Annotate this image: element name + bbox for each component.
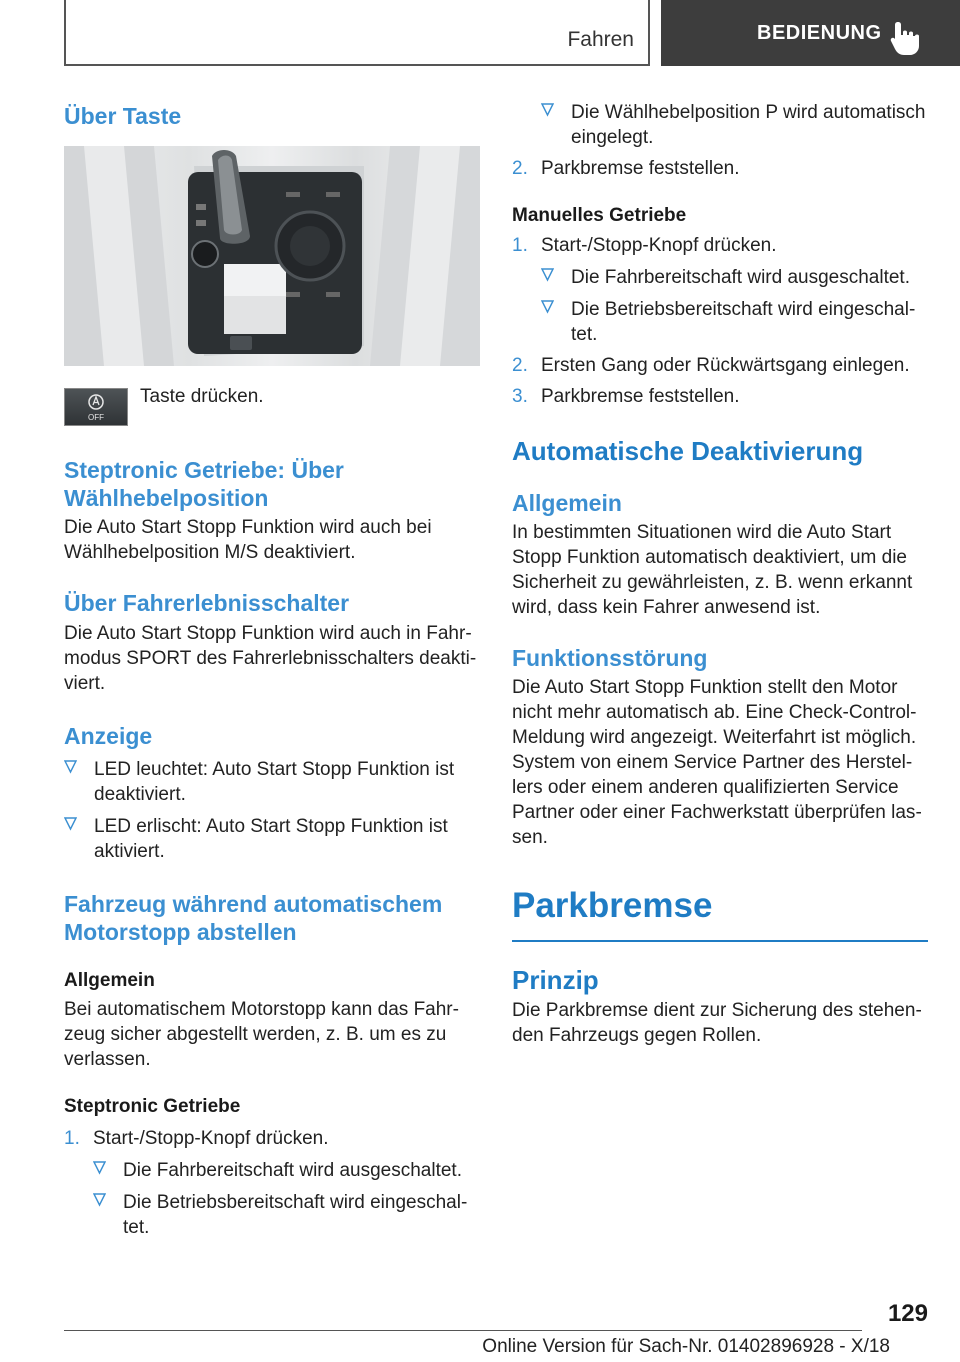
section-label: Fahren bbox=[567, 28, 634, 51]
triangle-bullet-icon bbox=[541, 103, 554, 117]
manual-substeps bbox=[541, 265, 928, 347]
list-item: 2. Parkbremse feststellen. bbox=[512, 158, 740, 179]
gear-selector-photo bbox=[64, 146, 480, 366]
triangle-bullet-icon bbox=[93, 1193, 106, 1207]
paragraph-steptronic: Die Auto Start Stopp Funktion wird auch bei Wählhebelposition M/S deaktiviert. bbox=[64, 517, 432, 563]
triangle-bullet-icon bbox=[541, 300, 554, 314]
footer-divider bbox=[64, 1330, 862, 1331]
triangle-bullet-icon bbox=[93, 1161, 106, 1175]
heading-funktionsstoerung: Funktionsstörung bbox=[512, 645, 708, 671]
heading-abstellen: Fahrzeug während automatischem Motorstopp abstellen bbox=[64, 891, 443, 945]
chapter-label: BEDIENUNG bbox=[757, 21, 882, 44]
list-item: 1. Start-/Stopp-Knopf drücken. bbox=[512, 235, 777, 256]
header-frame bbox=[64, 0, 650, 66]
list-item: 3. Parkbremse feststellen. bbox=[512, 386, 740, 407]
left-column bbox=[64, 96, 480, 1240]
heading-parkbremse: Parkbremse bbox=[512, 884, 928, 942]
continued-substeps bbox=[541, 100, 928, 150]
page-header bbox=[0, 0, 960, 66]
paragraph-fahrerlebnisschalter: Die Auto Start Stopp Funktion wird auch in Fahrmodus SPORT des Fahrerlebnisschalters deaktiviert. bbox=[64, 623, 477, 694]
heading-allgemein-right: Allgemein bbox=[512, 490, 622, 516]
right-column bbox=[512, 96, 928, 1048]
heading-prinzip: Prinzip bbox=[512, 965, 599, 995]
key-caption: Taste drücken. bbox=[140, 386, 264, 407]
paragraph-allgemein-left: Bei automatischem Motorstopp kann das Fahrzeug sicher abgestellt werden, z. B. um es zu verlassen. bbox=[64, 999, 459, 1070]
heading-steptronic-position: Steptronic Getriebe: Über Wählhebelposition bbox=[64, 457, 344, 511]
heading-automatische-deaktivierung: Automatische Deaktivierung bbox=[512, 436, 864, 466]
list-item: Die Fahrbereitschaft wird ausgeschaltet. bbox=[93, 1158, 480, 1183]
heading-steptronic-getriebe: Steptronic Getriebe bbox=[64, 1096, 241, 1117]
triangle-bullet-icon bbox=[64, 760, 77, 774]
paragraph-allgemein-right: In bestimmten Situationen wird die Auto Start Stopp Funktion automatisch deaktiviert, um die Sicherheit zu gewährleisten, z. B. wenn erkannt wird, dass kein Fahrer anwesend ist. bbox=[512, 522, 913, 618]
key-caption-row bbox=[64, 388, 480, 426]
list-item: Die Fahrbereitschaft wird ausgeschaltet. bbox=[541, 265, 928, 290]
triangle-bullet-icon bbox=[541, 268, 554, 282]
steptronic-steps bbox=[64, 1126, 480, 1151]
auto-start-stop-off-icon bbox=[64, 388, 128, 426]
heading-allgemein-left: Allgemein bbox=[64, 970, 155, 991]
anzeige-list bbox=[64, 757, 480, 864]
paragraph-prinzip: Die Parkbremse dient zur Sicherung des stehenden Fahrzeugs gegen Rollen. bbox=[512, 1000, 922, 1046]
manual-steps-rest bbox=[512, 353, 928, 409]
hand-pointer-icon bbox=[888, 20, 922, 56]
heading-manuelles-getriebe: Manuelles Getriebe bbox=[512, 205, 687, 226]
svg-text:OFF: OFF bbox=[88, 413, 104, 422]
list-item: 1. Start-/Stopp-Knopf drücken. bbox=[64, 1128, 329, 1149]
page-number: 129 bbox=[887, 1300, 928, 1327]
list-item: Die Betriebsbereitschaft wird eingeschaltet. bbox=[541, 297, 928, 347]
list-item: LED leuchtet: Auto Start Stopp Funktion ist deaktiviert. bbox=[64, 757, 480, 807]
heading-fahrerlebnisschalter: Über Fahrerlebnisschalter bbox=[64, 590, 350, 616]
continued-steps bbox=[512, 156, 928, 181]
list-item: 2. Ersten Gang oder Rückwärtsgang einlegen. bbox=[512, 355, 910, 376]
list-item: LED erlischt: Auto Start Stopp Funktion ist aktiviert. bbox=[64, 814, 480, 864]
heading-anzeige: Anzeige bbox=[64, 723, 153, 749]
paragraph-funktionsstoerung: Die Auto Start Stopp Funktion stellt den Motor nicht mehr automatisch ab. Eine Check-Control-Meldung wird angezeigt. Weiterfahrt ist möglich. System von einem Service Partner des Herstellers oder einem anderen qualifizierten Service Partner oder einer Fachwerkstatt überprüfen lassen. bbox=[512, 677, 922, 848]
footer-online-version: Online Version für Sach-Nr. 01402896928 - X/18 bbox=[482, 1336, 890, 1357]
list-item: Die Wählhebelposition P wird automatisch eingelegt. bbox=[541, 100, 928, 150]
heading-ueber-taste: Über Taste bbox=[64, 103, 182, 129]
steptronic-substeps bbox=[93, 1158, 480, 1240]
list-item: Die Betriebsbereitschaft wird eingeschaltet. bbox=[93, 1190, 480, 1240]
manual-step1 bbox=[512, 233, 928, 258]
triangle-bullet-icon bbox=[64, 817, 77, 831]
